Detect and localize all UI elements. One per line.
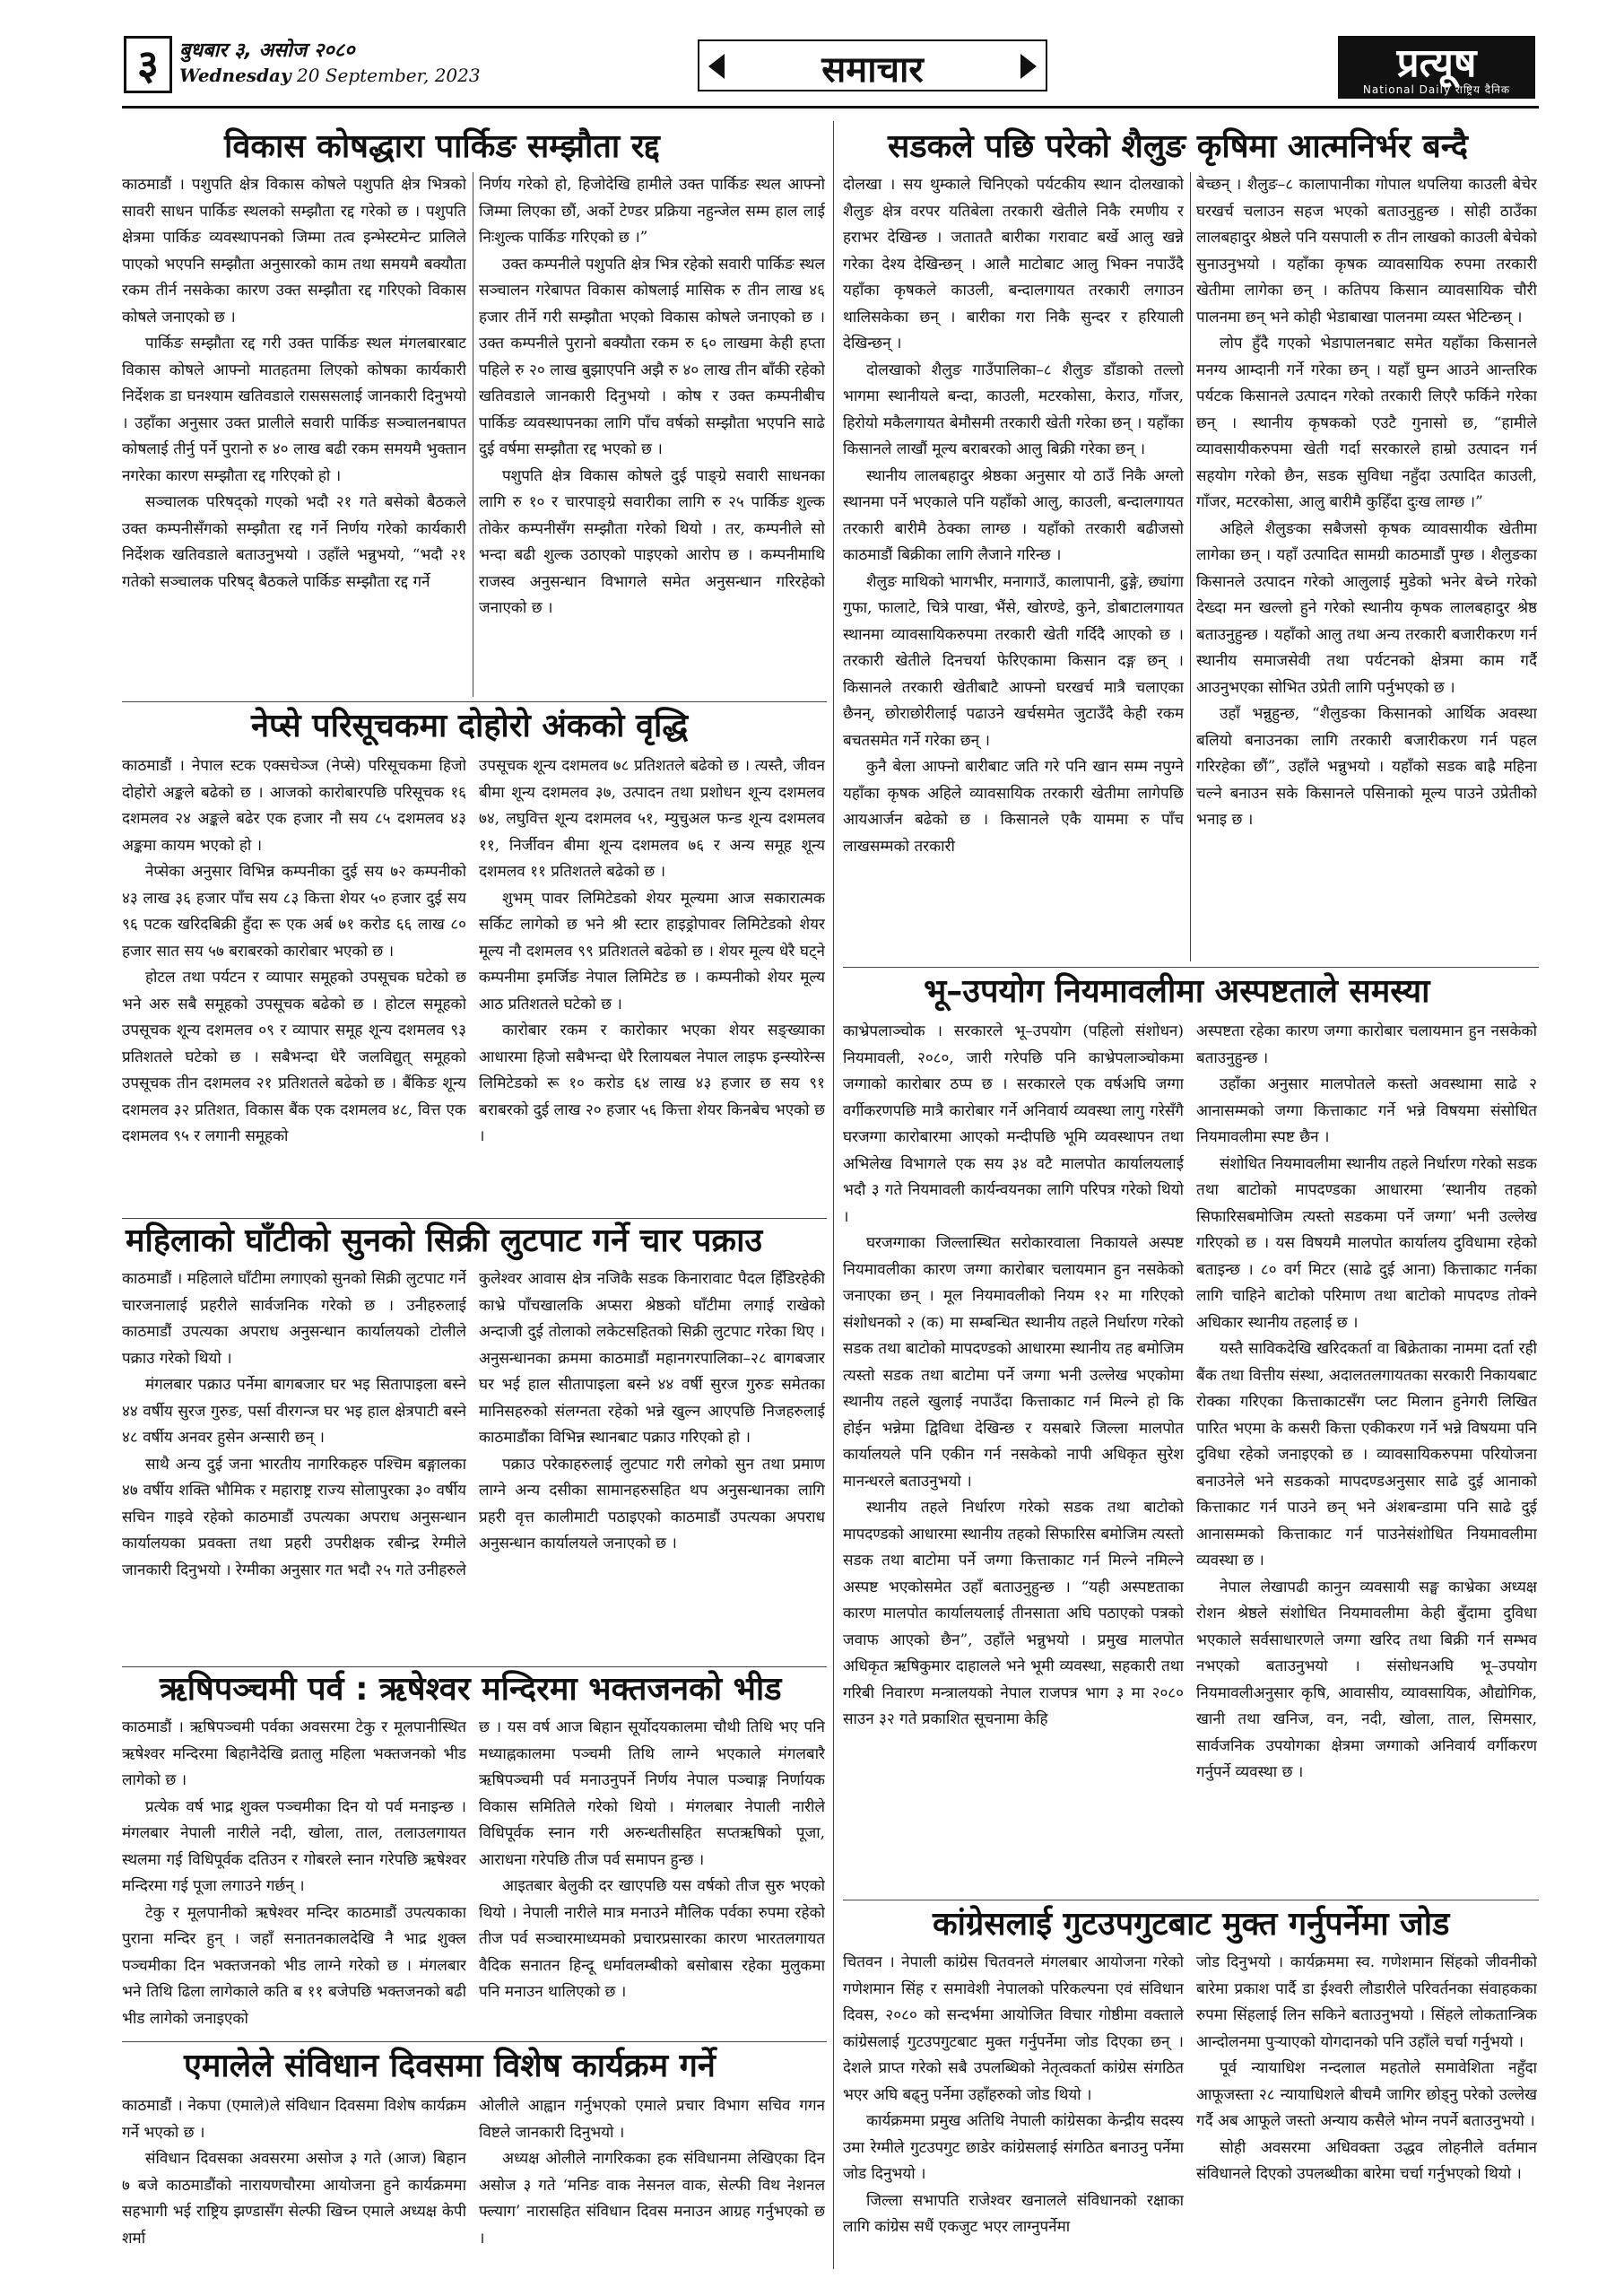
paragraph: उहाँका अनुसार मालपोतले कस्तो अवस्थामा साढे २ आनासम्मको जग्गा कित्ताकाट गर्ने भन्ने विषयमा संसोधित नियमावलीमा स्पष्ट छैन । — [1196, 1075, 1537, 1146]
headline-uml: एमालेले संविधान दिवसमा विशेष कार्यक्रम गर्ने — [184, 2048, 716, 2084]
paragraph: जोड दिनुभयो । कार्यक्रममा स्व. गणेशमान सिंहको जीवनीको बारेमा प्रकाश पार्दै डा ईश्वरी लौडारीले परिवर्तनका संवाहकका रुपमा सिंहलाई लिन सकिने बताउनुभयो । सिंहले लोकतान्त्रिक आन्दोलनमा पुऱ्याएको योगदानको पनि उहाँले चर्चा गर्नुभयो । — [1196, 1953, 1537, 2051]
article-rishi-col1 — [122, 1715, 466, 2038]
paragraph: संशोधित नियमावलीमा स्थानीय तहले निर्धारण गरेको सडक तथा बाटोको मापदण्डका आधारमा ‘स्थानीय तहको सिफारिसबमोजिम त्यस्तो सडकमा पर्ने जग्गा’ भनी उल्लेख गरिएको छ । यस विषयमै मालपोत कार्यालय दुविधामा रहेको बताइन्छ । ८० वर्ग मिटर (साढे दुई आना) कित्ताकाट गर्नका लागि चाहिने बाटोको परिमाण तथा बाटोको मापदण्ड तोक्ने अधिकार स्थानीय तहलाई छ । — [1196, 1154, 1537, 1332]
paragraph: काभ्रेपलाञ्चोक । सरकारले भू–उपयोग (पहिलो संशोधन) नियमावली, २०८०, जारी गरेपछि पनि काभ्रेपलाञ्चोकमा जग्गाको कारोबार ठप्प छ । सरकारले एक वर्षअघि जग्गा वर्गीकरणपछि मात्रै कारोबार गर्ने अनिवार्य व्यवस्था लागु गरेसँगै घरजग्गा कारोबारमा आएको मन्दीपछि भूमि व्यवस्थापन तथा अभिलेख विभागले एक सय ३४ वटै मालपोत कार्यालयलाई भदौ ३ गते नियमावली कार्यन्वयनका लागि परिपत्र गरेको थियो । — [843, 1022, 1184, 1226]
paragraph: चितवन । नेपाली कांग्रेस चितवनले मंगलबार आयोजना गरेको गणेशमान सिंह र समावेशी नेपालको परिकल्पना एवं संविधान दिवस, २०८० को सन्दर्भमा आयोजित विचार गोष्ठीमा वक्ताले कांग्रेसलाई गुटउपगुटबाट मुक्त गर्नुपर्नेमा जोड दिएका छन् । देशले प्राप्त गरेको सबै उपलब्धिको नेतृत्वकर्ता कांग्रेस संगठित भएर अघि बढ्नु पर्नेमा उहाँहरुको जोड थियो । — [843, 1953, 1184, 2104]
paragraph: पूर्व न्यायाधिश नन्दलाल महतोले समावेशिता नहुँदा आफूजस्ता २८ न्यायाधिशले बीचमै जागिर छोड्नु परेको उल्लेख गर्दै अब आफूले जस्तो अन्याय कसैले भोग्न नपर्ने बताउनुभयो । — [1196, 2059, 1537, 2130]
section-divider — [122, 2041, 827, 2042]
article-congress-col2 — [1196, 1950, 1537, 2264]
paragraph: साथै अन्य दुई जना भारतीय नागरिकहरु पश्चिम बङ्गालका ४७ वर्षीय शक्ति भौमिक र महाराष्ट्र राज्य सोलापुरका ३० वर्षीय सचिन गाइवे रहेको काठमाडौं उपत्यका अपराध अनुसन्धान कार्यालयका प्रवक्ता तथा प्रहरी उपरीक्षक रबीन्द्र रेग्मीले जानकारी दिनुभयो । रेग्मीका अनुसार गत भदौ २५ गते उनीहरुले — [122, 1455, 466, 1579]
article-gold-col2 — [479, 1266, 825, 1665]
article-agri-col1 — [843, 172, 1184, 961]
paragraph: शैलुङ माथिको भागभीर, मनागाउँ, कालापानी, ढुङ्गे, छ्यांगा गुफा, फालाटे, चित्रे पाखा, भैंसे, खोरण्डे, कुने, डोबाटालगायत स्थानमा व्यावसायिकरुपमा तरकारी खेती गर्दिदै आएको छ । तरकारी खेतीले दिनचर्या फेरिएकामा किसान दङ्ग छन् । किसानले तरकारी खेतीबाटै आफ्नो घरखर्च मात्रै चलाएका छैनन्, छोराछोरीलाई पढाउने खर्चसमेत जुटाउँदै केही रकम बचतसमेत गर्ने गरेका छन् । — [843, 572, 1184, 750]
paragraph: काठमाडौं । महिलाले घाँटीमा लगाएको सुनको सिक्री लुटपाट गर्ने चारजनालाई प्रहरीले सार्वजनिक गरेको छ । उनीहरुलाई काठमाडौं उपत्यका अपराध अनुसन्धान कार्यालयको टोलीले पक्राउ गरेको थियो । — [122, 1270, 466, 1368]
masthead-rule — [122, 106, 1539, 109]
paragraph: छ । यस वर्ष आज बिहान सूर्योदयकालमा चौथी तिथि भए पनि मध्याह्नकालमा पञ्चमी तिथि लाग्ने भएकाले मंगलबारै ऋषिपञ्चमी पर्व मनाउनुपर्ने निर्णय नेपाल पञ्चाङ्ग निर्णायक विकास समितिले गरेको थियो । मंगलबार नेपाली नारीले विधिपूर्वक स्नान गरी अरुन्धतीसहित सप्तऋषिको पूजा, आराधना गरेपछि तीज पर्व समापन हुन्छ । — [479, 1718, 825, 1869]
day-english: Wednesday — [179, 65, 291, 86]
paragraph: काठमाडौं । ऋषिपञ्चमी पर्वका अवसरमा टेकु र मूलपानीस्थित ऋषेश्वर मन्दिरमा बिहानैदेखि व्रतालु महिला भक्तजनको भीड लागेको छ । — [122, 1718, 466, 1789]
headline-rishi: ऋषिपञ्चमी पर्व : ऋषेश्वर मन्दिरमा भक्तजनको भीड — [160, 1671, 782, 1708]
paragraph: यस्तै साविकदेखि खरिदकर्ता वा बिक्रेताका नाममा दर्ता रही बैंक तथा वित्तीय संस्था, अदालतलगायतका सरकारी निकायबाट रोक्का गरिएका कित्ताकाटसँग प्लट मिलान हुनेगरी लिखित पारित भएमा के कसरी कित्ता एकीकरण गर्ने भन्ने विषयमा पनि दुविधा रहेको जनाइएको छ । व्यावसायिकरुपमा परियोजना बनाउनेले भने सडकको मापदण्डअनुसार साढे दुई आनाको कित्ताकाट गर्न पाउने छन् भने अंशबन्डामा पनि साढे दुई आनासम्मको कित्ताकाट गर्न पाउनेसंशोधित नियमावलीमा व्यवस्था छ । — [1196, 1340, 1537, 1570]
paragraph: पशुपति क्षेत्र विकास कोषले दुई पाङ्ग्रे सवारी साधनका लागि रु १० र चारपाङ्ग्रे सवारीका लागि रु २५ पार्किङ शुल्क तोकेर कम्पनीसँग सम्झौता गरेको थियो । तर, कम्पनीले सो भन्दा बढी शुल्क उठाएको पाइएको आरोप छ । कम्पनीमाथि राजस्व अनुसन्धान विभागले समेत अनुसन्धान गरिरहेको जनाएको छ । — [479, 466, 825, 617]
paragraph: अध्यक्ष ओलीले नागरिकका हक संविधानमा लेखिएका दिन असोज ३ गते ‘मनिङ वाक नेसनल वाक, सेल्फी विथ नेशनल फ्ल्याग’ नारासहित संविधान दिवस मनाउन आग्रह गर्नुभएको छ । — [479, 2150, 825, 2248]
paragraph: उक्त कम्पनीले पशुपति क्षेत्र भित्र रहेको सवारी पार्किङ स्थल सञ्चालन गरेबापत विकास कोषलाई मासिक रु तीन लाख ४६ हजार तीर्ने गरी सम्झौता भएको विकास कोषले जनाएको छ । उक्त कम्पनीले पुरानो बक्यौता रकम रु ६० लाखमा केही हप्ता पहिले रु २० लाख बुझाएपनि अझै रु ४० लाख तीन बाँकी रहेको खतिवडाले जानकारी दिनुभयो । कोष र उक्त कम्पनीबीच पार्किङ व्यवस्थापनका लागि पाँच वर्षको सम्झौता भएपनि साढे दुई वर्षमा सम्झौता रद्द भएको छ । — [479, 255, 825, 458]
paragraph: घरजग्गाका जिल्लास्थित सरोकारवाला निकायले अस्पष्ट नियमावलीका कारण जग्गा कारोबार चलायमान हुन नसकेको जनाएका छन् । मूल नियमावलीको नियम १२ मा गरिएको संशोधनको २ (क) मा सम्बन्धित स्थानीय तहले निर्धारण गरेको सडक तथा बाटोको मापदण्डको आधारमा स्थानीय तह बमोजिम त्यस्तो सडक तथा बाटोमा पर्ने जग्गा भनी उल्लेख भएकोमा स्थानीय तहले खुलाई नपाउँदा कित्ताकाट गर्न मिल्ने हो कि होईन भन्नेमा द्विविधा देखिन्छ र यसबारे जिल्ला मालपोत कार्यालयले पनि एकीन गर्न नसकेको नापी अधिकृत सुरेश मानन्धरले बताउनुभयो । — [843, 1234, 1184, 1491]
section-divider — [122, 701, 827, 702]
paragraph: होटल तथा पर्यटन र व्यापार समूहको उपसूचक घटेको छ भने अरु सबै समूहको उपसूचक बढेको छ । होटल समूहको उपसूचक शून्य दशमलव ०९ र व्यापार समूह शून्य दशमलव ९३ प्रतिशतले घटेको छ । सबैभन्दा धेरै जलविद्युत् समूहको उपसूचक तीन दशमलव २१ प्रतिशतले बढेको छ । बैंकिङ शून्य दशमलव ३२ प्रतिशत, विकास बैंक एक दशमलव ४८, वित्त एक दशमलव ९५ र लगानी समूहको — [122, 969, 466, 1145]
paragraph: नेपाल लेखापढी कानुन व्यवसायी सङ्घ काभ्रेका अध्यक्ष रोशन श्रेष्ठले संशोधित नियमावलीमा केही बुँदामा दुविधा भएकाले सर्वसाधारणले जग्गा खरिद तथा बिक्री गर्न सम्भव नभएको बताउनुभयो । संसोधनअघि भू–उपयोग नियमावलीअनुसार कृषि, आवासीय, व्यावसायिक, औद्योगिक, खानी तथा खनिज, वन, नदी, खोला, ताल, सिमसार, सार्वजनिक उपयोगका क्षेत्रमा जग्गाको अनिवार्य वर्गीकरण गर्नुपर्ने व्यवस्था छ । — [1196, 1578, 1537, 1781]
paragraph: काठमाडौं । नेपाल स्टक एक्सचेञ्ज (नेप्से) परिसूचकमा हिजो दोहोरो अङ्कले बढेको छ । आजको कारोबारपछि परिसूचक १६ दशमलव २४ अङ्कले बढेर एक हजार नौ सय ८५ दशमलव ४३ अङ्कमा कायम भएको हो । — [122, 757, 466, 855]
paragraph: स्थानीय तहले निर्धारण गरेको सडक तथा बाटोको मापदण्डको आधारमा स्थानीय तहको सिफारिस बमोजिम त्यस्तो सडक तथा बाटोमा पर्ने जग्गा कित्ताकाट गर्न मिल्ने नमिल्ने अस्पष्ट भएकोसमेत उहाँ बताउनुहुन्छ । “यही अस्पष्टताका कारण मालपोत कार्यालयलाई तीनसाता अघि पठाएको पत्रको जवाफ आएको छैन”, उहाँले भन्नुभयो । प्रमुख मालपोत अधिकृत ऋषिकुमार दाहालले भने भूमी व्यवस्था, सहकारी तथा गरिबी निवारण मन्त्रालयको नेपाल राजपत्र भाग ३ मा २०८० साउन ३२ गते प्रकाशित सूचनामा केहि — [843, 1499, 1184, 1728]
logo-tagline: National Daily राष्ट्रिय दैनिक — [1362, 83, 1511, 96]
headline-gold: महिलाको घाँटीको सुनको सिक्री लुटपाट गर्ने चार पक्राउ — [126, 1222, 763, 1259]
date-nepali: बुधबार ३, असोज २०८० — [179, 39, 355, 62]
article-nepse-col2 — [479, 753, 825, 1215]
headline-congress: कांग्रेसलाई गुटउपगुटबाट मुक्त गर्नुपर्नेमा जोड — [933, 1906, 1450, 1943]
paragraph: दोलखाको शैलुङ गाउँपालिका–८ शैलुङ डाँडाको तल्लो भागमा स्थानीयले बन्दा, काउली, मटरकोसा, केराउ, गाँजर, हिरोयो मकैलगायत बेमौसमी तरकारी खेती गरेका छन् । यहाँका किसानले लाखौं मूल्य बराबरको आलु बिक्री गरेका छन् । — [843, 361, 1184, 458]
headline-parking: विकास कोषद्धारा पार्किङ सम्झौता रद्द — [224, 128, 660, 165]
logo-name: प्रत्यूष — [1396, 40, 1477, 86]
paragraph: अहिले शैलुङका सबैजसो कृषक व्यावसायीक खेतीमा लागेका छन् । यहाँ उत्पादित सामग्री काठमाडौं पुग्छ । शैलुङका किसानले उत्पादन गरेको आलुलाई मुडेको भनेर बेच्ने गरेको देख्दा मन खल्लो हुने गरेको स्थानीय कृषक लालबहादुर श्रेष्ठ बताउनुहुन्छ । यहाँको आलु तथा अन्य तरकारी बजारीकरण गर्न स्थानीय समाजसेवी तथा पर्यटनको क्षेत्रमा काम गर्दै आउनुभएका सोभित उप्रेती लागि पर्नुभएको छ । — [1196, 519, 1537, 697]
paragraph: अस्पष्टता रहेका कारण जग्गा कारोबार चलायमान हुन नसकेको बताउनुहुन्छ । — [1196, 1022, 1537, 1067]
paragraph: नेप्सेका अनुसार विभिन्न कम्पनीका दुई सय ७२ कम्पनीको ४३ लाख ३६ हजार पाँच सय ८३ कित्ता शेयर ५० हजार दुई सय ९६ पटक खरिदबिक्री हुँदा रू एक अर्ब ७१ करोड ६६ लाख ८० हजार सात सय ५७ बराबरको कारोबार भएको छ । — [122, 863, 466, 961]
article-landuse-col1 — [843, 1019, 1184, 1898]
triangle-right-icon — [1020, 54, 1037, 79]
article-rishi-col2 — [479, 1715, 825, 2038]
paragraph: स्थानीय लालबहादुर श्रेष्ठका अनुसार यो ठाउँ निकै अग्लो स्थानमा पर्ने भएकाले पनि यहाँको आलु, काउली, बन्दालगायत तरकारी बारीमै ठेक्का लाग्छ । यहाँको तरकारी बढीजसो काठमाडौं बिक्रीका लागि लैजाने गरिन्छ । — [843, 466, 1184, 564]
section-label: समाचार — [821, 49, 924, 91]
paragraph: ओलीले आह्वान गर्नुभएको एमाले प्रचार विभाग सचिव गगन विष्टले जानकारी दिनुभयो । — [479, 2097, 825, 2142]
paragraph: काठमाडौं । पशुपति क्षेत्र विकास कोषले पशुपति क्षेत्र भित्रको सावरी साधन पार्किङ स्थलको सम्झौता रद्द गरेको छ । पशुपति क्षेत्रमा पार्किङ व्यवस्थापनको जिम्मा तत्व इन्भेस्टमेन्ट प्रालिले पाएको भएपनि सम्झौता अनुसारको काम तथा समयमै बक्यौता रकम तीर्न नसकेका कारण उक्त सम्झौता रद्द गरिएको विकास कोषले जनाएको छ । — [122, 176, 466, 326]
paragraph: पक्राउ परेकाहरुलाई लुटपाट गरी लगेको सुन तथा प्रमाण लाग्ने अन्य दसीका सामानहरुसहित थप अनुसन्धानका लागि प्रहरी वृत्त कालीमाटी पठाइएको काठमाडौं उपत्यका अपराध अनुसन्धान कार्यालयले जनाएको छ । — [479, 1455, 825, 1552]
article-uml-col1 — [122, 2093, 466, 2268]
section-divider — [122, 1666, 827, 1667]
paragraph: जिल्ला सभापति राजेश्वर खनालले संविधानको रक्षाका लागि कांग्रेस सधैं एकजुट भएर लाग्नुपर्नेमा — [843, 2191, 1184, 2236]
date-english: 20 September, 2023 — [297, 65, 481, 86]
article-uml-col2 — [479, 2093, 825, 2268]
paragraph: शुभम् पावर लिमिटेडको शेयर मूल्यमा आज सकारात्मक सर्किट लागेको छ भने श्री स्टार हाइड्रोपावर लिमिटेडको शेयर मूल्य नौ दशमलव ९९ प्रतिशतले बढेको छ । शेयर मूल्य धेरै घट्ने कम्पनीमा इमर्जिङ नेपाल लिमिटेड छ । कम्पनीको शेयर मूल्य आठ प्रतिशतले घटेको छ । — [479, 889, 825, 1013]
section-label-bar — [698, 39, 1047, 91]
paragraph: मंगलबार पक्राउ पर्नेमा बागबजार घर भइ सितापाइला बस्ने ४४ वर्षीय सुरज गुरुङ, पर्सा वीरगन्ज घर भइ हाल क्षेत्रपाटी बस्ने ४८ वर्षीय अनवर हुसेन अन्सारी छन् । — [122, 1376, 466, 1447]
paragraph: कारोबार रकम र कारोकार भएका शेयर सङ्ख्याका आधारमा हिजो सबैभन्दा धेरै रिलायबल नेपाल लाइफ इन्स्योरेन्स लिमिटेडको रू १० करोड ६४ लाख ४३ हजार छ सय ९१ बराबरको दुई लाख २० हजार ५६ कित्ता शेयर किनबेच भएको छ । — [479, 1022, 825, 1145]
article-parking-col1 — [122, 172, 466, 697]
section-divider — [122, 1218, 827, 1219]
paragraph: सोही अवसरमा अधिवक्ता उद्धव लोहनीले वर्तमान संविधानले दिएको उपलब्धीका बारेमा चर्चा गर्नुभएको थियो । — [1196, 2138, 1537, 2183]
paragraph: आइतबार बेलुकी दर खाएपछि यस वर्षको तीज सुरु भएको थियो । नेपाली नारीले मात्र मनाउने मौलिक पर्वका रुपमा रहेको तीज पर्व सञ्चारमाध्यमको प्रचारप्रसारका कारण भारतलगायत वैदिक सनातन हिन्दू धर्मावलम्बीको बसोबास रहेका मुलुकमा पनि मनाउन थालिएको छ । — [479, 1877, 825, 2001]
headline-nepse: नेप्से परिसूचकमा दोहोरो अंकको वृद्धि — [251, 708, 689, 744]
column-divider — [833, 121, 834, 2269]
paragraph: बेच्छन् । शैलुङ–८ कालापानीका गोपाल थपलिया काउली बेचेर घरखर्च चलाउन सहज भएको बताउनुहुन्छ । सोही ठाउँका लालबहादुर श्रेष्ठले पनि यसपाली रु तीन लाखको काउली बेचेको सुनाउनुभयो । यहाँका कृषक व्यावसायिक रुपमा तरकारी खेतीमा लागेका छन् । कतिपय किसान व्यावसायिक चौरी पालनमा छन् भने कोही भेडाबाखा पालनमा व्यस्त भेटिन्छन् । — [1196, 176, 1537, 326]
headline-agri: सडकले पछि परेको शैलुङ कृषिमा आत्मनिर्भर बन्दै — [888, 128, 1469, 165]
paragraph: टेकु र मूलपानीको ऋषेश्वर मन्दिर काठमाडौं उपत्यकाका पुराना मन्दिर हुन् । जहाँ सनातनकालदेखि नै भाद्र शुक्ल पञ्चमीका दिन भक्तजनको भीड लाग्ने गरेको छ । मंगलबार भने तिथि ढिला लागेकाले कति ब ११ बजेपछि भक्तजनको बढी भीड लागेको जनाइएको — [122, 1903, 466, 2028]
paragraph: कुनै बेला आफ्नो बारीबाट जति गरे पनि खान सम्म नपुग्ने यहाँका कृषक अहिले व्यावसायिक तरकारी खेतीमा लागेपछि आयआर्जन बढेको छ । किसानले एकै याममा रु पाँच लाखसम्मको तरकारी — [843, 758, 1184, 856]
paragraph: निर्णय गरेको हो, हिजोदेखि हामीले उक्त पार्किङ स्थल आफ्नो जिम्मा लिएका छौं, अर्को टेण्डर प्रक्रिया नहुन्जेल सम्म हाल लाई निःशुल्क पार्किङ गरिएको छ ।” — [479, 176, 825, 247]
article-agri-col2 — [1196, 172, 1537, 961]
paragraph: उपसूचक शून्य दशमलव ७८ प्रतिशतले बढेको छ । त्यस्तै, जीवन बीमा शून्य दशमलव ३७, उत्पादन तथा प्रशोधन शून्य दशमलव ७४, लघुवित्त शून्य दशमलव ५१, म्युचुअल फन्ड शून्य दशमलव ११, निर्जीवन बीमा शून्य दशमलव ७६ र अन्य समूह शून्य दशमलव ११ प्रतिशतले बढेको छ । — [479, 757, 825, 881]
paragraph: दोलखा । सय थुम्काले चिनिएको पर्यटकीय स्थान दोलखाको शैलुङ क्षेत्र वरपर यतिबेला तरकारी खेतीले निकै रमणीय र हराभर देखिन्छ । जताततै बारीका गरावाट बर्खे आलु खन्ने गरेका देश्य देखिन्छन् । आलै माटोबाट आलु भिक्न नपाउँदै यहाँका कृषकले काउली, बन्दालगायत तरकारी लगाउन थालिसकेका छन् । बारीका गरा निकै सुन्दर र हरियाली देखिन्छन् । — [843, 176, 1184, 352]
article-congress-col1 — [843, 1950, 1184, 2264]
headline-landuse: भू–उपयोग नियमावलीमा अस्पष्टताले समस्या — [924, 973, 1430, 1010]
paragraph: कुलेश्वर आवास क्षेत्र नजिकै सडक किनारावाट पैदल हिँडिरहेकी काभ्रे पाँचखालकि अप्सरा श्रेष्ठको घाँटीमा लगाई राखेको अन्दाजी दुई तोलाको लकेटसहितको सिक्री लुटपाट गरेका थिए । अनुसन्धानका क्रममा काठमाडौं महानगरपालिका–२८ बागबजार घर भई हाल सीतापाइला बस्ने ४४ वर्षी सुरज गुरुङ समेतका मानिसहरुको संलग्नता रहेको भन्ने खुल्न आएपछि निजहरुलाई काठमाडौंका विभिन्न स्थानबाट पक्राउ गरिएको हो । — [479, 1270, 825, 1447]
article-parking-col2 — [479, 172, 825, 697]
paragraph: पार्किङ सम्झौता रद्द गरी उक्त पार्किङ स्थल मंगलबारबाट विकास कोषले आफ्नो मातहतमा लिएको कोषका कार्यकारी निर्देशक डा घनश्याम खतिवडाले रासससलाई जानकारी दिनुभयो । उहाँका अनुसार उक्त प्रालीले सवारी पार्किङ सञ्चालनबापत कोषलाई तीर्नु पर्ने पुरानो रु ४० लाख बढी रकम समयमै भुक्तान नगरेका कारण सम्झौता रद्द गरिएको हो । — [122, 335, 466, 485]
page-number: ३ — [124, 36, 172, 93]
column-divider — [1190, 172, 1191, 961]
article-gold-col1 — [122, 1266, 466, 1665]
paragraph: प्रत्येक वर्ष भाद्र शुक्ल पञ्चमीका दिन यो पर्व मनाइन्छ । मंगलबार नेपाली नारीले नदी, खोला, ताल, तलाउलगायत स्थलमा गई विधिपूर्वक दतिउन र गोबरले स्नान गरेपछि ऋषेश्वर मन्दिरमा गई पूजा लगाउने गर्छन् । — [122, 1797, 466, 1895]
date-english-line — [179, 65, 481, 86]
paragraph: सञ्चालक परिषद्को गएको भदौ २१ गते बसेको बैठकले उक्त कम्पनीसँगको सम्झौता रद्द गर्ने निर्णय गरेको कार्यकारी निर्देशक खतिवडाले बताउनुभयो । उहाँले भन्नुभयो, “भदौ २१ गतेको सञ्चालक परिषद् बैठकले पार्किङ सम्झौता रद्द गर्ने — [122, 493, 466, 591]
paragraph: उहाँ भन्नुहुन्छ, “शैलुङका किसानको आर्थिक अवस्था बलियो बनाउनका लागि तरकारी बजारीकरण गर्न पहल गरिरहेका छौं”, उहाँले भन्नुभयो । यहाँको सडक बाह्रै महिना चल्ने बनाउन सके किसानले पसिनाको मूल्य पाउने उप्रेतीको भनाइ छ । — [1196, 705, 1537, 829]
paragraph: लोप हुँदै गएको भेडापालनबाट समेत यहाँका किसानले मनग्य आम्दानी गर्ने गरेका छन् । यहाँ घुम्न आउने आन्तरिक पर्यटक किसानले उत्पादन गरेको तरकारी लिएरै फर्किने गरेका छन् । स्थानीय कृषकको एउटै गुनासो छ, “हामीले व्यावसायीकरुपमा खेती गर्दा सरकारले हाम्रो उत्पादन गर्न सहयोग गरेको छैन, सडक सुविधा नहुँदा उत्पादित काउली, गाँजर, मटरकोसा, आलु बारीमै कुहिँदा दुःख लाग्छ ।” — [1196, 335, 1537, 511]
paragraph: कार्यक्रममा प्रमुख अतिथि नेपाली कांग्रेसका केन्द्रीय सदस्य उमा रेग्मीले गुटउपगुट छाडेर कांग्रेसलाई संगठित बनाउनु पर्नेमा जोड दिनुभयो । — [843, 2112, 1184, 2183]
paragraph: संविधान दिवसका अवसरमा असोज ३ गते (आज) बिहान ७ बजे काठमाडौंको नारायणचौरमा आयोजना हुने कार्यक्रममा सहभागी भई राष्ट्रिय झण्डासँग सेल्फी खिच्न एमाले अध्यक्ष केपी शर्मा — [122, 2150, 466, 2248]
paragraph: काठमाडौं । नेकपा (एमाले)ले संविधान दिवसमा विशेष कार्यक्रम गर्ने भएको छ । — [122, 2097, 466, 2142]
section-divider — [843, 967, 1539, 968]
article-nepse-col1 — [122, 753, 466, 1215]
article-landuse-col2 — [1196, 1019, 1537, 1898]
newspaper-logo — [1338, 36, 1535, 99]
